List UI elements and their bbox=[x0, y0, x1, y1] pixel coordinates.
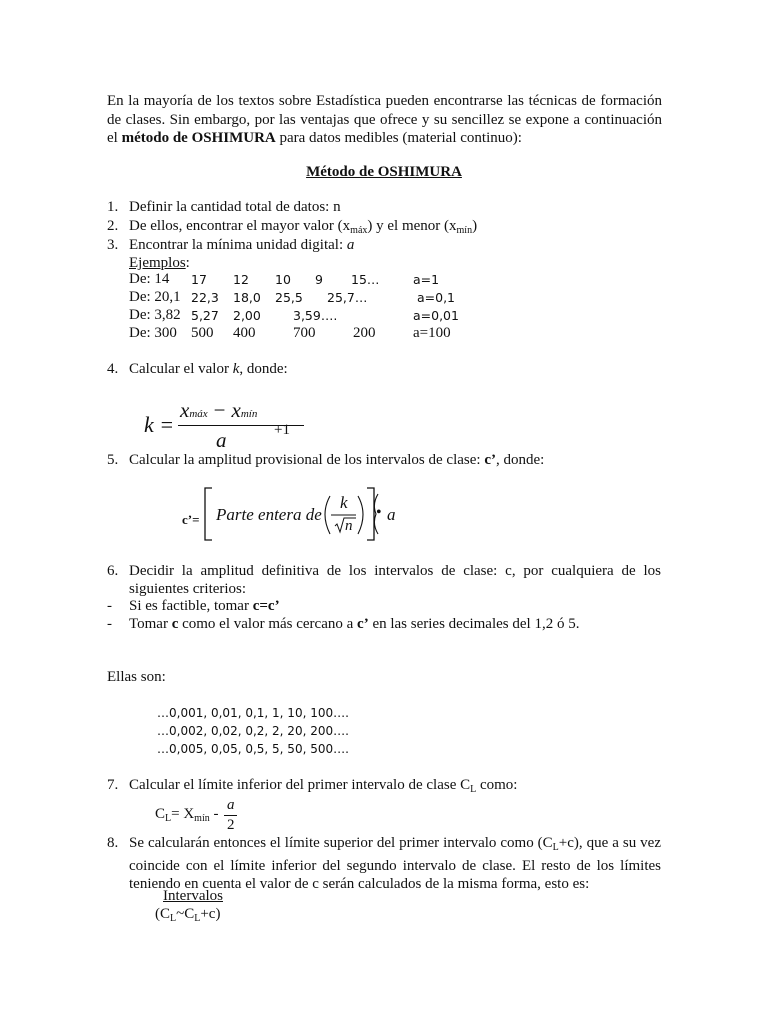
interval-close: +c) bbox=[200, 906, 221, 922]
step-3 bbox=[107, 236, 354, 254]
step-text-end: como: bbox=[476, 777, 518, 793]
intro-text-end: para datos medibles (material continuo): bbox=[275, 130, 522, 146]
table-cell: 400 bbox=[233, 325, 256, 341]
formula-cl-lhs bbox=[155, 805, 218, 828]
table-cell: 12 bbox=[233, 272, 249, 287]
cl-numerator: a bbox=[227, 797, 235, 813]
cl-sub: L bbox=[165, 813, 172, 824]
step-text: Encontrar la mínima unidad digital: bbox=[129, 237, 347, 253]
series-line-2: …0,002, 0,02, 0,2, 2, 20, 200…. bbox=[157, 724, 349, 738]
step-number: 5. bbox=[107, 452, 119, 468]
series-line-3: …0,005, 0,05, 0,5, 5, 50, 500…. bbox=[157, 742, 349, 756]
table-cell: De: 300 bbox=[129, 325, 177, 341]
right-paren bbox=[358, 496, 363, 534]
step-8-text bbox=[129, 834, 661, 893]
step-text-mid: ) y el menor (x bbox=[367, 218, 457, 234]
criteria-text-end: en las series decimales del 1,2 ó 5. bbox=[368, 616, 580, 632]
minus-sign: − bbox=[213, 398, 226, 422]
criteria-bold: c bbox=[171, 616, 179, 632]
step-5 bbox=[107, 451, 544, 469]
formula-c-denominator: n bbox=[345, 518, 353, 534]
interval-open: (C bbox=[155, 906, 170, 922]
criteria-2 bbox=[129, 615, 579, 633]
intervals-label: Intervalos bbox=[163, 888, 223, 904]
subscript-max: máx bbox=[189, 408, 208, 420]
table-cell: 2,00 bbox=[233, 308, 261, 323]
cl-eq: = X bbox=[171, 806, 195, 822]
formula-k bbox=[140, 396, 300, 454]
table-cell: 18,0 bbox=[233, 290, 261, 305]
formula-c-lhs: c’= bbox=[182, 512, 200, 527]
step-text-end: ) bbox=[472, 218, 478, 234]
table-cell: De: 20,1 bbox=[129, 289, 181, 305]
table-cell: 500 bbox=[191, 325, 214, 341]
table-cell: 3,59…. bbox=[293, 308, 338, 323]
table-cell: 25,5 bbox=[275, 290, 303, 305]
subscript-min: mín bbox=[240, 408, 258, 420]
criteria-dash: - bbox=[107, 598, 112, 614]
formula-c-a: a bbox=[387, 505, 396, 524]
step-text: Definir la cantidad total de datos: n bbox=[129, 199, 341, 215]
variable-k: k bbox=[232, 361, 240, 377]
table-cell: a=100 bbox=[413, 325, 451, 341]
ellas-son-label: Ellas son: bbox=[107, 669, 166, 685]
criteria-bold: c=c’ bbox=[252, 598, 280, 614]
formula-k-numerator bbox=[180, 398, 257, 426]
series-line-1: …0,001, 0,01, 0,1, 1, 10, 100…. bbox=[157, 706, 349, 720]
table-cell: 22,3 bbox=[191, 290, 219, 305]
table-cell: 10 bbox=[275, 272, 291, 287]
table-cell: a=0,1 bbox=[417, 290, 456, 305]
step-6-number: 6. bbox=[107, 563, 119, 579]
formula-k-lhs: k = bbox=[144, 412, 175, 437]
examples-label-text: Ejemplos bbox=[129, 255, 186, 271]
examples-label bbox=[129, 254, 190, 272]
intro-bold: método de OSHIMURA bbox=[121, 130, 276, 146]
criteria-text-mid: como el valor más cercano a bbox=[178, 616, 358, 632]
step-text-rest: +c), que a su vez coincide con el límite inferior del segundo intervalo de clase. El resto de los límites teniendo en cuenta el valor de c serán calculados de la misma forma, esto es: bbox=[129, 835, 661, 892]
table-cell: a=1 bbox=[413, 272, 440, 287]
cl-c: C bbox=[155, 806, 166, 822]
dot-operator: • bbox=[376, 504, 382, 521]
step-number: 1. bbox=[107, 199, 119, 215]
table-cell: 25,7… bbox=[327, 290, 368, 305]
left-paren bbox=[325, 496, 330, 534]
table-cell: 5,27 bbox=[191, 308, 219, 323]
examples-colon: : bbox=[185, 255, 190, 271]
cl-sub-min: mín bbox=[194, 813, 210, 824]
criteria-text: Tomar bbox=[129, 616, 172, 632]
left-bracket bbox=[205, 488, 212, 540]
criteria-1 bbox=[129, 597, 280, 615]
table-cell: 700 bbox=[293, 325, 316, 341]
formula-k-plus-one: +1 bbox=[274, 422, 290, 438]
interval-sub-1: L bbox=[170, 913, 177, 924]
table-cell: De: 3,82 bbox=[129, 307, 181, 323]
formula-c-prime bbox=[178, 484, 418, 544]
step-4 bbox=[107, 360, 288, 378]
formula-cl bbox=[155, 795, 265, 835]
interval-tilde: ~C bbox=[176, 906, 195, 922]
step-number: 4. bbox=[107, 361, 119, 377]
step-text: Se calcularán entonces el límite superior del primer intervalo como (C bbox=[129, 835, 553, 851]
right-bracket bbox=[367, 488, 374, 540]
table-cell: 9 bbox=[315, 272, 323, 287]
step-1 bbox=[107, 198, 341, 216]
table-cell: a=0,01 bbox=[413, 308, 459, 323]
formula-k-denominator: a bbox=[216, 428, 227, 452]
subscript-l: L bbox=[470, 784, 477, 795]
var-x: x bbox=[180, 398, 190, 422]
variable-a: a bbox=[346, 237, 355, 253]
step-text-end: , donde: bbox=[239, 361, 288, 377]
subscript-min: mín bbox=[456, 225, 473, 236]
cl-denominator: 2 bbox=[227, 817, 235, 833]
criteria-text: Si es factible, tomar bbox=[129, 598, 253, 614]
step-text: De ellos, encontrar el mayor valor (x bbox=[129, 218, 351, 234]
step-text: Calcular el límite inferior del primer intervalo de clase C bbox=[129, 777, 471, 793]
formula-c-text: Parte entera de bbox=[216, 505, 322, 524]
formula-c-numerator: k bbox=[340, 493, 348, 512]
table-cell: 15… bbox=[351, 272, 380, 287]
step-number: 2. bbox=[107, 218, 119, 234]
var-x: x bbox=[231, 398, 241, 422]
criteria-bold-2: c’ bbox=[357, 616, 369, 632]
step-8-number: 8. bbox=[107, 835, 119, 851]
cl-minus: - bbox=[209, 806, 219, 822]
intro-text: En la mayoría de los textos sobre Estadística pueden encontrarse las técnicas de formación de clases. Sin embargo, por las ventajas que ofrece y su sencillez se expone a continuación el bbox=[107, 93, 662, 146]
c-prime-bold: c’ bbox=[484, 452, 496, 468]
section-title: Método de OSHIMURA bbox=[306, 164, 462, 180]
subscript-l: L bbox=[552, 842, 559, 853]
step-number: 7. bbox=[107, 777, 119, 793]
intervals-expression bbox=[155, 905, 220, 928]
step-text: Calcular la amplitud provisional de los intervalos de clase: bbox=[129, 452, 485, 468]
subscript-max: máx bbox=[350, 225, 368, 236]
step-text-end: , donde: bbox=[495, 452, 545, 468]
table-cell: 17 bbox=[191, 272, 207, 287]
step-number: 3. bbox=[107, 237, 119, 253]
intro-paragraph bbox=[107, 92, 662, 148]
step-text: Calcular el valor bbox=[129, 361, 233, 377]
criteria-dash: - bbox=[107, 616, 112, 632]
table-cell: 200 bbox=[353, 325, 376, 341]
table-cell: De: 14 bbox=[129, 271, 170, 287]
interval-sub-2: L bbox=[194, 913, 201, 924]
step-6-text: Decidir la amplitud definitiva de los intervalos de clase: c, por cualquiera de los siguientes criterios: bbox=[129, 563, 661, 597]
